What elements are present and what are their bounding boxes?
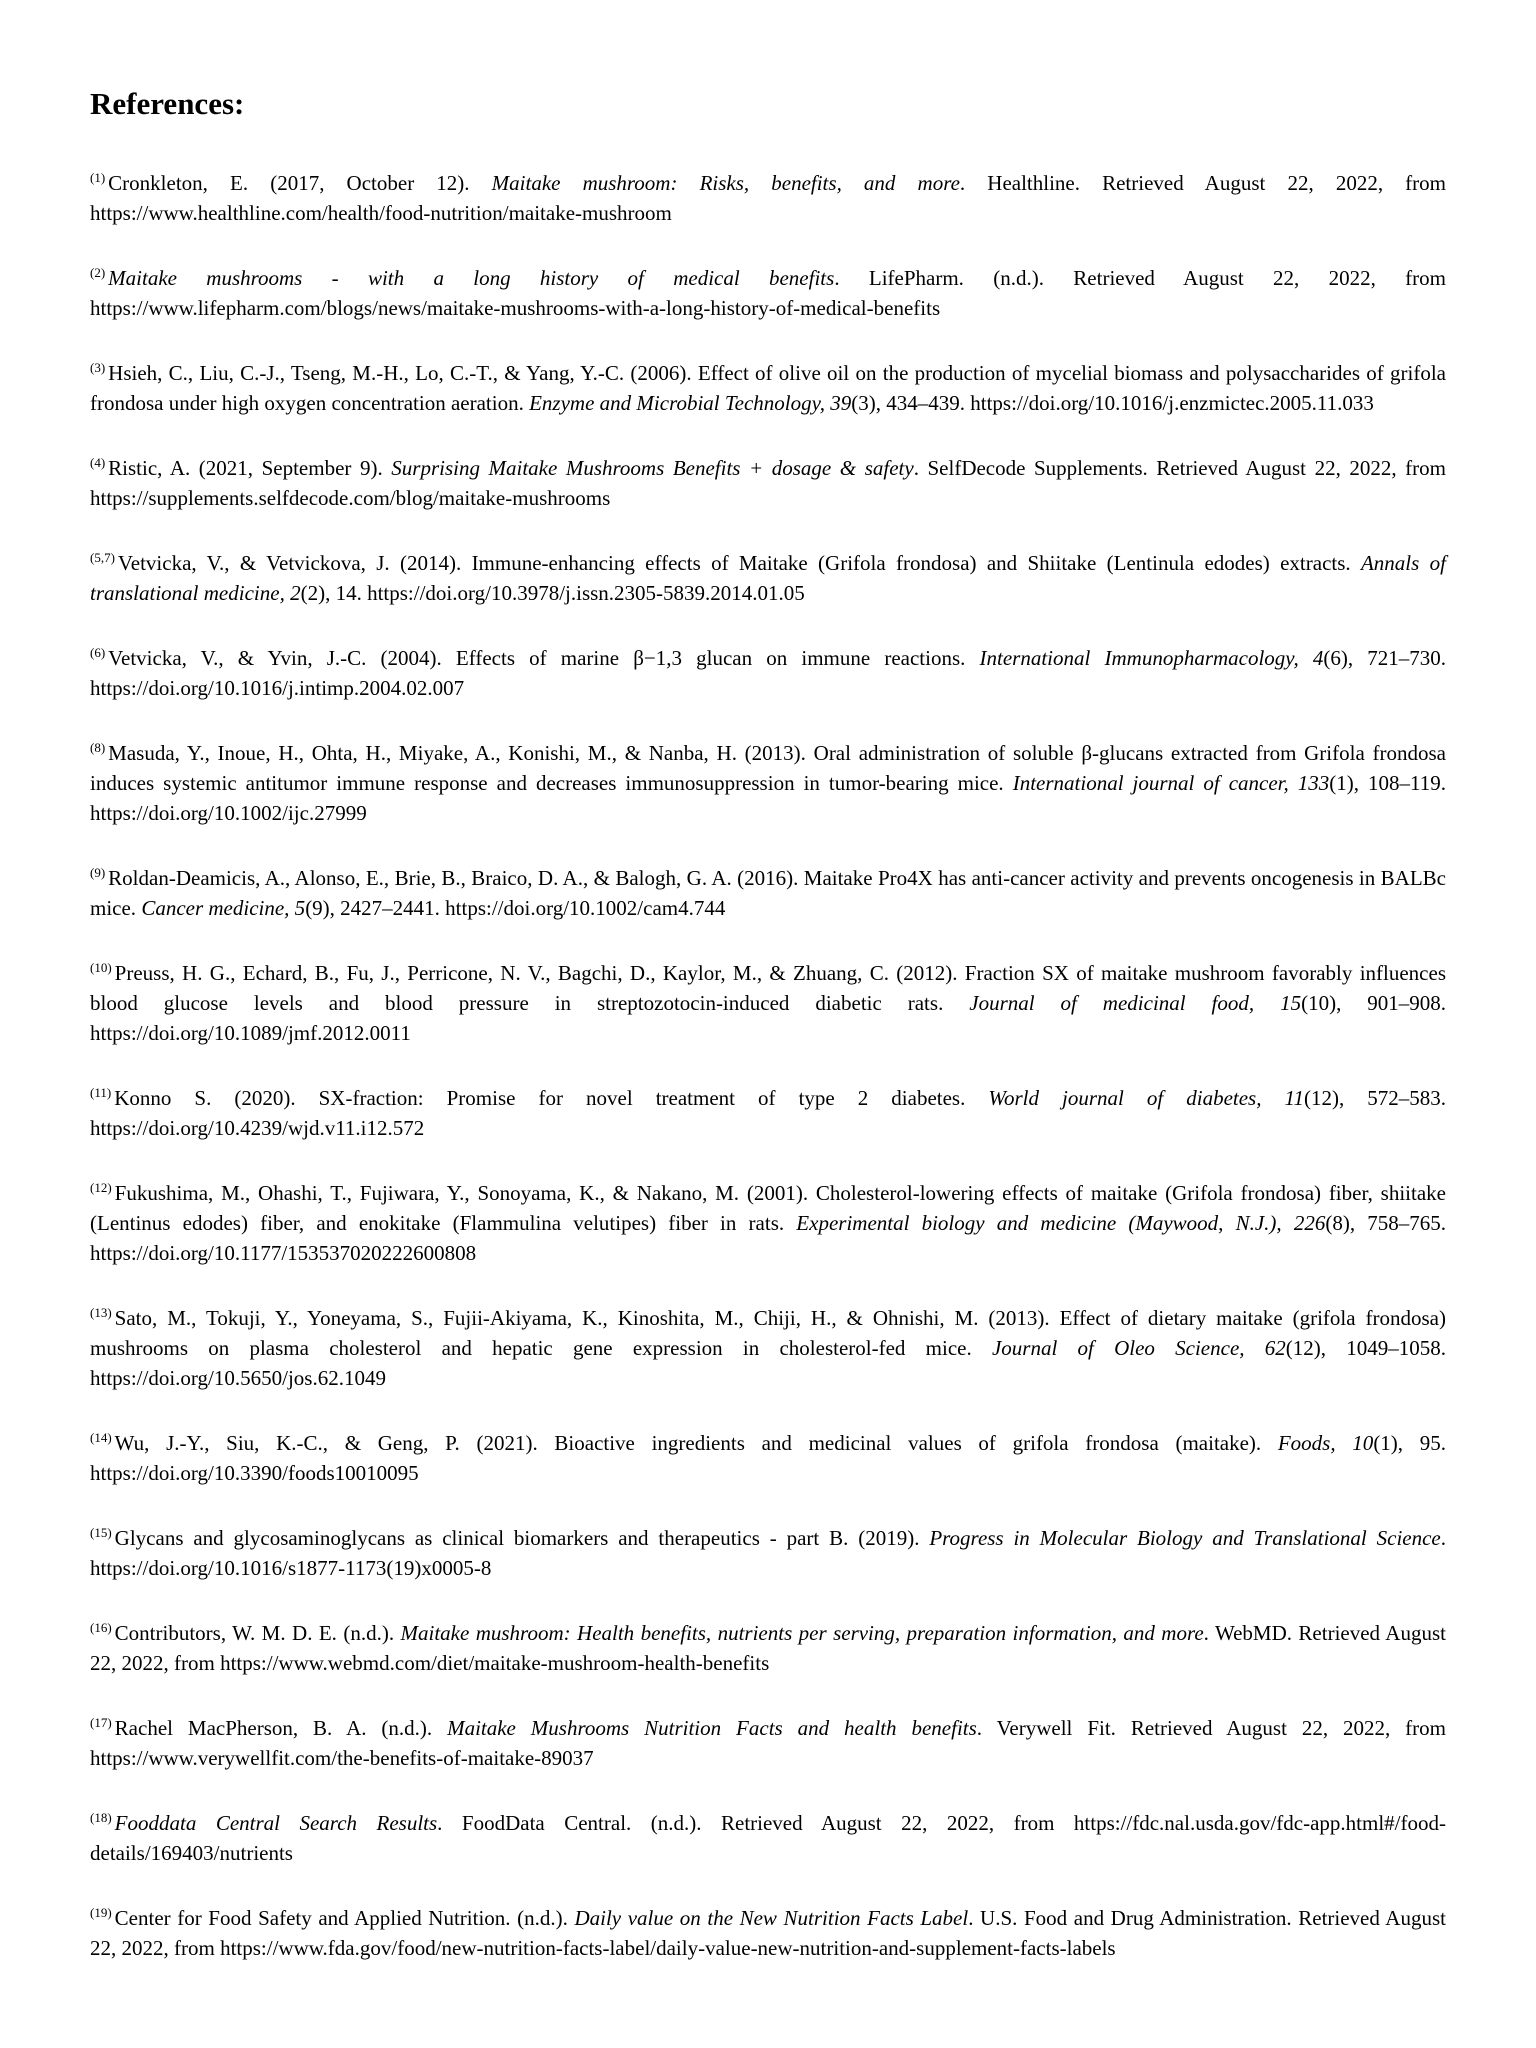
reference-number: (16) bbox=[90, 1620, 112, 1635]
reference-number: (12) bbox=[90, 1180, 112, 1195]
reference-entry bbox=[90, 1903, 1446, 1963]
reference-text bbox=[90, 1811, 1446, 1865]
reference-entry bbox=[90, 643, 1446, 703]
reference-entry bbox=[90, 453, 1446, 513]
reference-text bbox=[90, 1181, 1446, 1265]
reference-segment: Rachel MacPherson, B. A. (n.d.). bbox=[114, 1716, 448, 1740]
reference-segment: Cronkleton, E. (2017, October 12). bbox=[108, 171, 492, 195]
reference-segment-italic: Maitake mushroom: Risks, benefits, and more bbox=[491, 171, 960, 195]
reference-segment-italic: Cancer medicine, 5 bbox=[141, 896, 306, 920]
reference-entry bbox=[90, 958, 1446, 1048]
reference-segment: Contributors, W. M. D. E. (n.d.). bbox=[114, 1621, 401, 1645]
reference-number: (6) bbox=[90, 645, 106, 660]
reference-text bbox=[90, 456, 1446, 510]
reference-number: (11) bbox=[90, 1085, 112, 1100]
reference-entry bbox=[90, 1618, 1446, 1678]
reference-segment: Vetvicka, V., & Yvin, J.-C. (2004). Effects of marine β−1,3 glucan on immune reactions. bbox=[108, 646, 980, 670]
reference-text bbox=[90, 961, 1446, 1045]
reference-segment-italic: Foods, 10 bbox=[1277, 1431, 1374, 1455]
reference-number: (2) bbox=[90, 265, 106, 280]
reference-entry bbox=[90, 1178, 1446, 1268]
reference-segment: (8), 758–765. https://doi.org/10.1177/153537020222600808 bbox=[90, 1211, 1446, 1265]
reference-number: (18) bbox=[90, 1810, 112, 1825]
reference-number: (10) bbox=[90, 960, 112, 975]
reference-segment: (9), 2427–2441. https://doi.org/10.1002/cam4.744 bbox=[305, 896, 726, 920]
reference-segment: . Healthline. Retrieved August 22, 2022, from https://www.healthline.com/health/food-nutrition/maitake-mushroom bbox=[90, 171, 1446, 225]
reference-entry bbox=[90, 1428, 1446, 1488]
reference-text bbox=[90, 1906, 1446, 1960]
reference-segment: . LifePharm. (n.d.). Retrieved August 22, 2022, from https://www.lifepharm.com/blogs/news/maitake-mushrooms-with-a-long-history-of-medical-benefits bbox=[90, 266, 1446, 320]
reference-segment: Fukushima, M., Ohashi, T., Fujiwara, Y., Sonoyama, K., & Nakano, M. (2001). Cholesterol-lowering effects of maitake (Grifola frondosa) fiber, shiitake (Lentinus edodes) fiber, and enokitake (Flammulina velutipes) fiber in rats. bbox=[90, 1181, 1446, 1235]
reference-segment-italic: Daily value on the New Nutrition Facts Label bbox=[574, 1906, 969, 1930]
reference-text bbox=[90, 1621, 1446, 1675]
reference-segment: . SelfDecode Supplements. Retrieved August 22, 2022, from https://supplements.selfdecode.com/blog/maitake-mushrooms bbox=[90, 456, 1447, 510]
reference-entry bbox=[90, 738, 1446, 828]
reference-text bbox=[90, 866, 1446, 920]
reference-entry bbox=[90, 863, 1446, 923]
reference-segment: . Verywell Fit. Retrieved August 22, 2022, from https://www.verywellfit.com/the-benefits-of-maitake-89037 bbox=[90, 1716, 1446, 1770]
reference-segment: (2), 14. https://doi.org/10.3978/j.issn.2305-5839.2014.01.05 bbox=[300, 581, 805, 605]
reference-segment-italic: Annals of translational medicine, 2 bbox=[90, 551, 1446, 605]
reference-entry bbox=[90, 1083, 1446, 1143]
reference-entry bbox=[90, 168, 1446, 228]
reference-segment: . WebMD. Retrieved August 22, 2022, from https://www.webmd.com/diet/maitake-mushroom-health-benefits bbox=[90, 1621, 1446, 1675]
reference-number: (13) bbox=[90, 1305, 112, 1320]
page-title: References: bbox=[90, 86, 245, 121]
reference-segment-italic: Fooddata Central Search Results bbox=[114, 1811, 438, 1835]
reference-segment: Roldan-Deamicis, A., Alonso, E., Brie, B., Braico, D. A., & Balogh, G. A. (2016). Maitake Pro4X has anti-cancer activity and prevents oncogenesis in BALBc mice. bbox=[90, 866, 1446, 920]
reference-segment: (12), 572–583. https://doi.org/10.4239/wjd.v11.i12.572 bbox=[90, 1086, 1446, 1140]
reference-text bbox=[90, 551, 1446, 605]
reference-text bbox=[90, 741, 1446, 825]
reference-number: (15) bbox=[90, 1525, 112, 1540]
reference-segment: Konno S. (2020). SX-fraction: Promise for novel treatment of type 2 diabetes. bbox=[114, 1086, 989, 1110]
reference-segment: . https://doi.org/10.1016/s1877-1173(19)x0005-8 bbox=[90, 1526, 1446, 1580]
reference-number: (8) bbox=[90, 740, 106, 755]
reference-segment-italic: Maitake Mushrooms Nutrition Facts and health benefits bbox=[447, 1716, 977, 1740]
reference-segment-italic: Experimental biology and medicine (Maywood, N.J.), 226 bbox=[796, 1211, 1326, 1235]
reference-number: (19) bbox=[90, 1905, 112, 1920]
reference-number: (14) bbox=[90, 1430, 112, 1445]
reference-segment: (3), 434–439. https://doi.org/10.1016/j.enzmictec.2005.11.033 bbox=[851, 391, 1374, 415]
reference-text bbox=[90, 1306, 1446, 1390]
reference-segment: Preuss, H. G., Echard, B., Fu, J., Perricone, N. V., Bagchi, D., Kaylor, M., & Zhuang, C. (2012). Fraction SX of maitake mushroom favorably influences blood glucose levels and blood pressure in streptozotocin-induced diabetic rats. bbox=[90, 961, 1446, 1015]
reference-segment: (10), 901–908. https://doi.org/10.1089/jmf.2012.0011 bbox=[90, 991, 1446, 1045]
reference-text bbox=[90, 646, 1446, 700]
reference-number: (17) bbox=[90, 1715, 112, 1730]
reference-entry bbox=[90, 1303, 1446, 1393]
reference-text bbox=[90, 1431, 1446, 1485]
reference-segment: . U.S. Food and Drug Administration. Retrieved August 22, 2022, from https://www.fda.gov/food/new-nutrition-facts-label/daily-value-new-nutrition-and-supplement-facts-labels bbox=[90, 1906, 1446, 1960]
reference-entry bbox=[90, 548, 1446, 608]
reference-entry bbox=[90, 1713, 1446, 1773]
reference-segment-italic: Journal of Oleo Science, 62 bbox=[991, 1336, 1286, 1360]
reference-segment: Hsieh, C., Liu, C.-J., Tseng, M.-H., Lo, C.-T., & Yang, Y.-C. (2006). Effect of olive oil on the production of mycelial biomass and polysaccharides of grifola frondosa under high oxygen concentration aeration. bbox=[90, 361, 1446, 415]
reference-segment: . FoodData Central. (n.d.). Retrieved August 22, 2022, from https://fdc.nal.usda.gov/fdc-app.html#/food-details/169403/nutrients bbox=[90, 1811, 1446, 1865]
reference-segment-italic: International journal of cancer, 133 bbox=[1012, 771, 1330, 795]
reference-entry bbox=[90, 358, 1446, 418]
reference-segment: Glycans and glycosaminoglycans as clinical biomarkers and therapeutics - part B. (2019). bbox=[114, 1526, 930, 1550]
reference-segment: (1), 108–119. https://doi.org/10.1002/ijc.27999 bbox=[90, 771, 1447, 825]
reference-number: (5,7) bbox=[90, 550, 115, 565]
reference-number: (1) bbox=[90, 170, 106, 185]
reference-segment: (6), 721–730. https://doi.org/10.1016/j.intimp.2004.02.007 bbox=[90, 646, 1446, 700]
reference-segment-italic: World journal of diabetes, 11 bbox=[988, 1086, 1304, 1110]
reference-segment-italic: Surprising Maitake Mushrooms Benefits + dosage & safety bbox=[391, 456, 914, 480]
reference-segment: Ristic, A. (2021, September 9). bbox=[108, 456, 392, 480]
reference-segment: (12), 1049–1058. https://doi.org/10.5650/jos.62.1049 bbox=[90, 1336, 1446, 1390]
reference-entry bbox=[90, 1808, 1446, 1868]
reference-text bbox=[90, 1526, 1446, 1580]
reference-text bbox=[90, 1716, 1446, 1770]
reference-segment: Wu, J.-Y., Siu, K.-C., & Geng, P. (2021). Bioactive ingredients and medicinal values of grifola frondosa (maitake). bbox=[114, 1431, 1278, 1455]
reference-text bbox=[90, 266, 1446, 320]
reference-entry bbox=[90, 263, 1446, 323]
reference-segment-italic: Maitake mushroom: Health benefits, nutrients per serving, preparation information, and more bbox=[400, 1621, 1204, 1645]
reference-entry bbox=[90, 1523, 1446, 1583]
reference-segment-italic: Progress in Molecular Biology and Translational Science bbox=[929, 1526, 1441, 1550]
reference-number: (4) bbox=[90, 455, 106, 470]
reference-number: (3) bbox=[90, 360, 106, 375]
reference-segment-italic: Enzyme and Microbial Technology, 39 bbox=[529, 391, 852, 415]
reference-segment: Center for Food Safety and Applied Nutrition. (n.d.). bbox=[114, 1906, 575, 1930]
reference-segment: Sato, M., Tokuji, Y., Yoneyama, S., Fujii-Akiyama, K., Kinoshita, M., Chiji, H., & Ohnishi, M. (2013). Effect of dietary maitake (grifola frondosa) mushrooms on plasma cholesterol and hepatic gene expression in cholesterol-fed mice. bbox=[90, 1306, 1446, 1360]
reference-segment: Masuda, Y., Inoue, H., Ohta, H., Miyake, A., Konishi, M., & Nanba, H. (2013). Oral administration of soluble β-glucans extracted from Grifola frondosa induces systemic antitumor immune response and decreases immunosuppression in tumor-bearing mice. bbox=[90, 741, 1446, 795]
reference-text bbox=[90, 171, 1446, 225]
reference-number: (9) bbox=[90, 865, 106, 880]
reference-segment: (1), 95. https://doi.org/10.3390/foods10010095 bbox=[90, 1431, 1446, 1485]
references-list bbox=[90, 168, 1446, 1963]
reference-text bbox=[90, 361, 1446, 415]
reference-text bbox=[90, 1086, 1446, 1140]
reference-segment-italic: Journal of medicinal food, 15 bbox=[969, 991, 1302, 1015]
reference-segment: Vetvicka, V., & Vetvickova, J. (2014). Immune-enhancing effects of Maitake (Grifola frondosa) and Shiitake (Lentinula edodes) extracts. bbox=[117, 551, 1361, 575]
reference-segment-italic: International Immunopharmacology, 4 bbox=[979, 646, 1324, 670]
reference-segment-italic: Maitake mushrooms - with a long history of medical benefits bbox=[108, 266, 835, 290]
